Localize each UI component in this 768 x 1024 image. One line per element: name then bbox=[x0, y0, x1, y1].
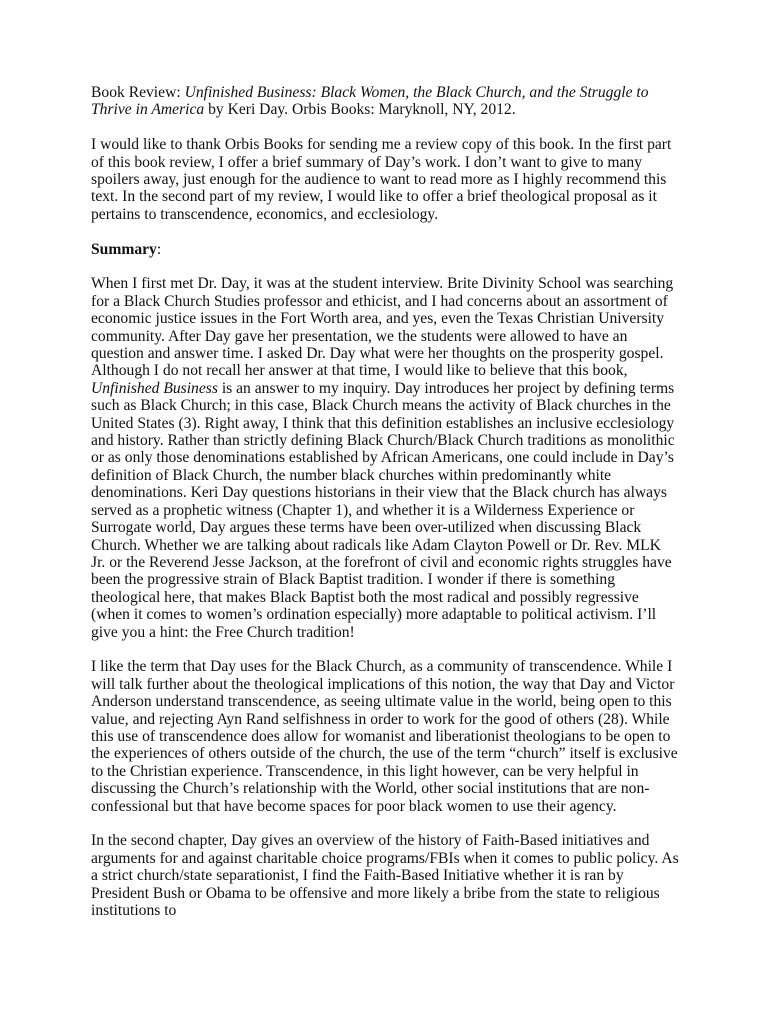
document-body bbox=[91, 84, 679, 937]
intro-paragraph: I would like to thank Orbis Books for sending me a review copy of this book. In the first part of this book review, I offer a brief summary of Day’s work. I don’t want to give to many spoilers away, just enough for the audience to want to read more as I highly recommend this text. In the second part of my review, I would like to offer a brief theological proposal as it pertains to transcendence, economics, and ecclesiology. bbox=[91, 136, 672, 223]
italic-book-reference: Unfinished Business bbox=[91, 379, 218, 397]
summary-paragraph-1 bbox=[91, 275, 679, 641]
title-suffix: by Keri Day. Orbis Books: Maryknoll, NY, 2012. bbox=[204, 101, 516, 119]
paragraph-text: is an answer to my inquiry. Day introduces her project by defining terms such as Black Church; in this case, Black Church means the activity of Black churches in the United States (3). Right away, I think that this definition establishes an inclusive ecclesiology and history. Rather than strictly defining Black Church/Black Church traditions as monolithic or as only those denominations established by African Americans, one could include in Day’s definition of Black Church, the number black churches within predominantly white denominations. Keri Day questions historians in their view that the Black church has always served as a prophetic witness (Chapter 1), and whether it is a Wilderness Experience or Surrogate world, Day argues these terms have been over-utilized when discussing Black Church. Whether we are talking about radicals like Adam Clayton Powell or Dr. Rev. MLK Jr. or the Reverend Jesse Jackson, at the forefront of civil and economic rights struggles have been the progressive strain of Black Baptist tradition. I wonder if there is something theological here, that makes Black Baptist both the most radical and possibly regressive (when it comes to women’s ordination especially) more adaptable to political activism. I’ll give you a hint: the Free Church tradition! bbox=[91, 379, 675, 641]
title-line bbox=[91, 84, 679, 119]
summary-heading-line bbox=[91, 241, 679, 258]
summary-colon: : bbox=[156, 240, 162, 258]
title-prefix: Book Review: bbox=[91, 84, 185, 101]
summary-paragraph-3: In the second chapter, Day gives an overview of the history of Faith-Based initiatives and arguments for and against charitable choice programs/FBIs when it comes to public policy. As a strict church/state separationist, I find the Faith-Based Initiative whether it is ran by President Bush or Obama to be offensive and more likely a bribe from the state to religious institutions to bbox=[91, 832, 679, 920]
summary-paragraph-2: I like the term that Day uses for the Black Church, as a community of transcendence. While I will talk further about the theological implications of this notion, the way that Day and Victor Anderson understand transcendence, as seeing ultimate value in the world, being open to this value, and rejecting Ayn Rand selfishness in order to work for the good of others (28). While this use of transcendence does allow for womanist and liberationist theologians to be open to the experiences of others outside of the church, the use of the term “church” itself is exclusive to the Christian experience. Transcendence, in this light however, can be very helpful in discussing the Church’s relationship with the World, other social institutions that are non-confessional but that have become spaces for poor black women to use their agency. bbox=[91, 658, 678, 815]
paragraph-text: When I first met Dr. Day, it was at the student interview. Brite Divinity School was searching for a Black Church Studies professor and ethicist, and I had concerns about an assortment of economic justice issues in the Fort Worth area, and yes, even the Texas Christian University community. After Day gave her presentation, we the students were allowed to have an question and answer time. I asked Dr. Day what were her thoughts on the prosperity gospel. Although I do not recall her answer at that time, I would like to believe that this book, bbox=[91, 275, 674, 380]
summary-heading: Summary bbox=[91, 240, 157, 258]
book-title: Unfinished Business: Black Women, the Black Church, and the Struggle to Thrive in America bbox=[91, 84, 649, 119]
